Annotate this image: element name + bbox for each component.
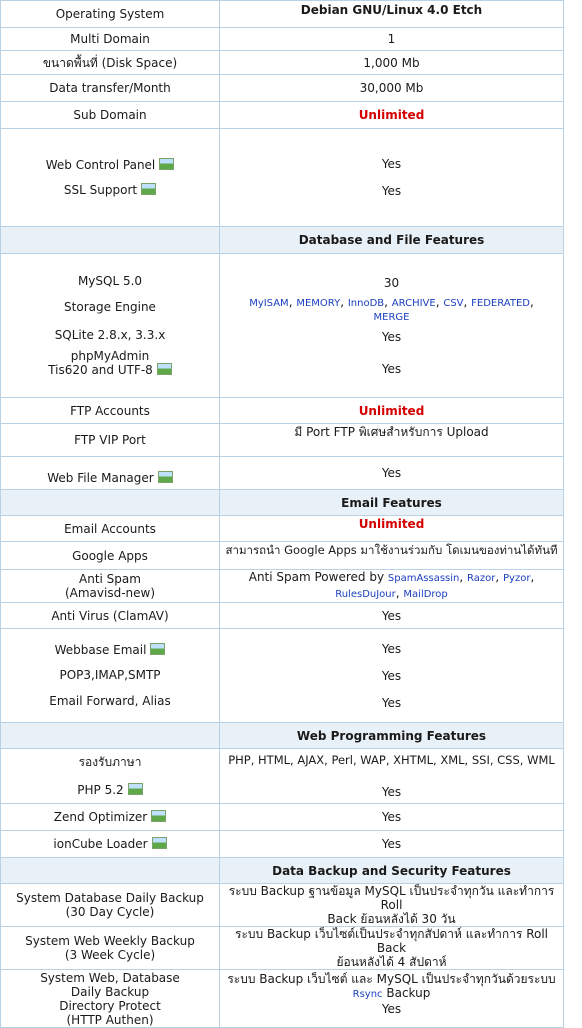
ftp-vip-value: มี Port FTP พิเศษสำหรับการ Upload (220, 424, 564, 457)
table-row (1, 831, 564, 858)
engine-link[interactable]: MEMORY (296, 297, 341, 309)
image-icon (151, 810, 166, 822)
table-row (1, 603, 564, 629)
table-row (1, 254, 564, 398)
disk-space-label: ขนาดพื้นที่ (Disk Space) (1, 51, 220, 75)
rsync-link[interactable]: Rsync (352, 989, 383, 1000)
db-label-cell (1, 254, 220, 398)
table-row (1, 570, 564, 603)
tool-link[interactable]: MailDrop (403, 589, 448, 600)
phpmyadmin-label-line1: phpMyAdmin (70, 349, 150, 363)
dir-protect-label-line1: Directory Protect (59, 998, 161, 1013)
daily-backup-label-line2: Daily Backup (70, 984, 150, 999)
tool-link[interactable]: Pyzor (503, 573, 531, 584)
table-row (1, 749, 564, 804)
ftp-vip-label: FTP VIP Port (1, 424, 220, 457)
ssl-support-value: Yes (381, 184, 402, 198)
image-icon (158, 471, 173, 483)
table-row (1, 970, 564, 1028)
web-lang-label-cell (1, 749, 220, 804)
engine-link[interactable]: InnoDB (347, 297, 385, 309)
table-row (1, 629, 564, 723)
email-services-label-cell (1, 629, 220, 723)
engine-link[interactable]: MyISAM (249, 297, 289, 309)
image-icon (150, 643, 165, 655)
mysql-value: 30 (383, 275, 400, 290)
ioncube-label: ionCube Loader (1, 831, 220, 858)
sub-domain-value: Unlimited (220, 102, 564, 129)
google-apps-label: Google Apps (1, 542, 220, 570)
mysql-label: MySQL 5.0 (77, 274, 143, 288)
transfer-label: Data transfer/Month (1, 75, 220, 102)
web-section-title: Web Programming Features (220, 723, 564, 749)
table-row (1, 804, 564, 831)
engine-link[interactable]: MERGE (373, 311, 410, 323)
control-ssl-label-cell (1, 129, 220, 227)
table-row (1, 75, 564, 102)
section-row (1, 490, 564, 516)
table-row (1, 102, 564, 129)
languages-value: PHP, HTML, AJAX, Perl, WAP, XHTML, XML, SSI, CSS, WML (228, 753, 555, 767)
ftp-accounts-value: Unlimited (220, 398, 564, 424)
web-backup-value: ระบบ Backup เว็บไซต์เป็นประจำทุกสัปดาห์ และทำการ Roll Back ย้อนหลังได้ 4 สัปดาห์ (220, 927, 564, 970)
image-icon (152, 837, 167, 849)
webbase-email-label: Webbase Email (5, 643, 215, 657)
table-row (1, 1, 564, 28)
image-icon (159, 158, 174, 170)
tool-link[interactable]: SpamAssassin (387, 573, 460, 584)
dir-protect-value: Yes (381, 1002, 402, 1016)
os-value: Debian GNU/Linux 4.0 Etch (220, 1, 564, 28)
web-control-panel-value: Yes (381, 157, 402, 171)
db-backup-value: ระบบ Backup ฐานข้อมูล MySQL เป็นประจำทุกวัน และทำการ Roll Back ย้อนหลังได้ 30 วัน (220, 884, 564, 927)
anti-spam-label: Anti Spam (Amavisd-new) (1, 570, 220, 603)
daily-backup-value-line1: ระบบ Backup เว็บไซต์ และ MySQL เป็นประจำทุกวันด้วยระบบ (227, 972, 556, 986)
email-accounts-value: Unlimited (220, 516, 564, 542)
engine-link[interactable]: ARCHIVE (391, 297, 436, 309)
email-section-title: Email Features (220, 490, 564, 516)
engine-link[interactable]: CSV (443, 297, 464, 309)
table-row (1, 129, 564, 227)
table-row (1, 424, 564, 457)
languages-label: รองรับภาษา (78, 755, 142, 769)
table-row (1, 51, 564, 75)
image-icon (157, 363, 172, 375)
web-backup-label: System Web Weekly Backup (3 Week Cycle) (1, 927, 220, 970)
section-spacer (1, 723, 220, 749)
storage-engine-label: Storage Engine (64, 300, 156, 314)
table-row (1, 457, 564, 490)
sqlite-value: Yes (381, 329, 402, 344)
engine-link[interactable]: FEDERATED (471, 297, 530, 309)
sub-domain-label: Sub Domain (1, 102, 220, 129)
daily-protect-value-cell (220, 970, 564, 1028)
table-row (1, 516, 564, 542)
email-forward-label: Email Forward, Alias (49, 694, 171, 708)
section-spacer (1, 227, 220, 254)
section-row (1, 723, 564, 749)
zend-label: Zend Optimizer (1, 804, 220, 831)
email-accounts-label: Email Accounts (1, 516, 220, 542)
section-spacer (1, 858, 220, 884)
tool-link[interactable]: RulesDuJour (335, 589, 396, 600)
section-row (1, 858, 564, 884)
db-section-title: Database and File Features (220, 227, 564, 254)
phpmyadmin-label-line2: Tis620 and UTF-8 (5, 363, 215, 377)
anti-spam-value: Anti Spam Powered by SpamAssassin, Razor, Pyzor, RulesDuJour, MailDrop (220, 570, 564, 603)
multi-domain-value: 1 (220, 28, 564, 51)
storage-engine-list: MyISAM, MEMORY, InnoDB, ARCHIVE, CSV, FEDERATED, MERGE (249, 294, 534, 323)
sqlite-label: SQLite 2.8.x, 3.3.x (54, 328, 166, 342)
table-row (1, 542, 564, 570)
table-row (1, 927, 564, 970)
webbase-email-value: Yes (381, 641, 402, 656)
ftp-accounts-label: FTP Accounts (1, 398, 220, 424)
anti-virus-label: Anti Virus (ClamAV) (1, 603, 220, 629)
ioncube-value: Yes (220, 831, 564, 858)
table-row (1, 28, 564, 51)
disk-space-value: 1,000 Mb (220, 51, 564, 75)
phpmyadmin-value: Yes (381, 361, 402, 376)
section-row (1, 227, 564, 254)
anti-virus-value: Yes (220, 603, 564, 629)
email-services-value-cell (220, 629, 564, 723)
web-control-panel-label: Web Control Panel (5, 158, 215, 172)
dir-protect-label-line2: (HTTP Authen) (66, 1012, 154, 1027)
web-file-manager-label: Web File Manager (1, 457, 220, 490)
email-forward-value: Yes (381, 695, 402, 710)
table-row (1, 884, 564, 927)
image-icon (128, 783, 143, 795)
daily-backup-label-line1: System Web, Database (40, 970, 180, 985)
pop3-value: Yes (381, 668, 402, 683)
web-lang-value-cell (220, 749, 564, 804)
transfer-value: 30,000 Mb (220, 75, 564, 102)
table-row (1, 398, 564, 424)
image-icon (141, 183, 156, 195)
tool-link[interactable]: Razor (467, 573, 496, 584)
daily-backup-value-line2: Rsync Backup (352, 986, 431, 1000)
backup-section-title: Data Backup and Security Features (220, 858, 564, 884)
db-backup-label: System Database Daily Backup (30 Day Cycle) (1, 884, 220, 927)
google-apps-value: สามารถนำ Google Apps มาใช้งานร่วมกับ โดเมนของท่านได้ทันที (220, 542, 564, 570)
pop3-label: POP3,IMAP,SMTP (59, 668, 161, 682)
php-label: PHP 5.2 (5, 783, 215, 797)
control-ssl-value-cell (220, 129, 564, 227)
os-label: Operating System (1, 1, 220, 28)
zend-value: Yes (220, 804, 564, 831)
php-value: Yes (381, 785, 402, 799)
db-value-cell (220, 254, 564, 398)
ssl-support-label: SSL Support (5, 183, 215, 197)
daily-protect-label-cell (1, 970, 220, 1028)
web-file-manager-value: Yes (220, 457, 564, 490)
multi-domain-label: Multi Domain (1, 28, 220, 51)
section-spacer (1, 490, 220, 516)
